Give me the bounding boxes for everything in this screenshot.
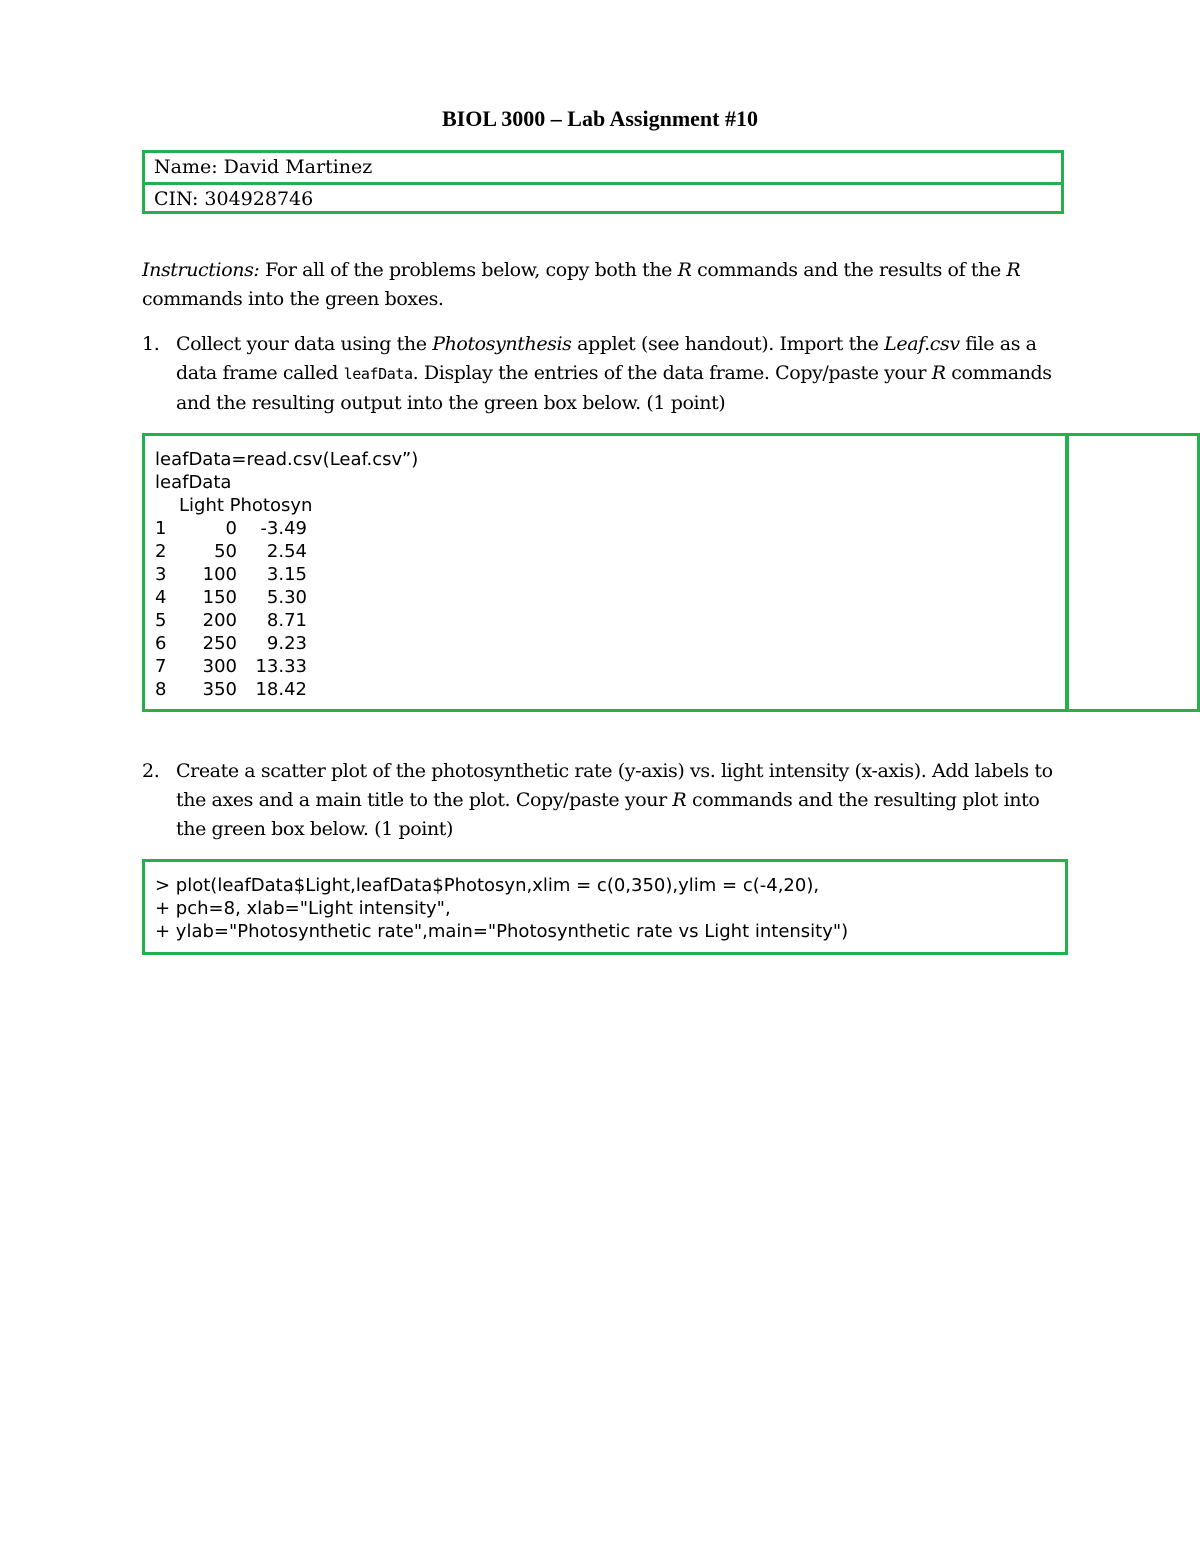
student-cin: CIN: 304928746 (145, 182, 1061, 211)
data-frame-row (155, 632, 1065, 655)
answer-1-side-cell (1066, 433, 1200, 712)
row-index: 5 (155, 610, 167, 631)
row-index: 6 (155, 633, 167, 654)
answer-2-box (142, 859, 1068, 955)
light-value: 50 (214, 541, 237, 562)
code-show-data: leafData (155, 472, 232, 493)
question-2-number: 2. (142, 760, 160, 782)
row-index: 1 (155, 518, 167, 539)
plot-command-line-3: + ylab="Photosynthetic rate",main="Photosynthetic rate vs Light intensity") (155, 921, 849, 942)
data-frame-header: Light Photosyn (179, 495, 313, 516)
q2-r-italic: R (672, 789, 687, 811)
photosyn-value: 18.42 (255, 679, 307, 700)
q1-text-b: applet (see handout). Import the (571, 333, 885, 355)
row-index: 4 (155, 587, 167, 608)
row-index: 3 (155, 564, 167, 585)
photosyn-value: 2.54 (266, 541, 307, 562)
plot-command-line-2: + pch=8, xlab="Light intensity", (155, 898, 451, 919)
instructions-paragraph (142, 256, 1072, 314)
student-info-box (142, 150, 1064, 214)
q2-text-b: commands and the resulting plot into the green box below. (1 point) (176, 789, 1040, 840)
light-value: 300 (202, 656, 237, 677)
question-1 (142, 330, 1072, 418)
q1-text-a: Collect your data using the (176, 333, 433, 355)
row-index: 8 (155, 679, 167, 700)
photosyn-value: 9.23 (266, 633, 307, 654)
q1-file-name: Leaf.csv (884, 333, 960, 355)
instructions-r-2: R (1006, 259, 1021, 281)
question-2 (142, 757, 1072, 844)
q1-text-e: commands and the resulting output into the green box below. (1 point) (176, 362, 1052, 414)
data-frame-row (155, 655, 1065, 678)
row-index: 2 (155, 541, 167, 562)
instructions-text-1: For all of the problems below, copy both the (259, 259, 678, 281)
photosyn-value: 3.15 (266, 564, 307, 585)
light-value: 250 (202, 633, 237, 654)
photosyn-value: 13.33 (255, 656, 307, 677)
question-1-text (176, 330, 1072, 418)
question-1-number: 1. (142, 333, 160, 355)
instructions-text-3: commands into the green boxes. (142, 288, 444, 310)
data-frame-row (155, 517, 1065, 540)
data-frame-rows (155, 517, 1065, 701)
q2-text-a: Create a scatter plot of the photosynthetic rate (y-axis) vs. light intensity (x-axis). Add labels to the axes and a main title to the plot. Copy/paste your (176, 760, 1053, 811)
plot-command-line-1: > plot(leafData$Light,leafData$Photosyn,xlim = c(0,350),ylim = c(-4,20), (155, 875, 820, 896)
light-value: 0 (225, 518, 237, 539)
row-index: 7 (155, 656, 167, 677)
q1-text-d: . Display the entries of the data frame. Copy/paste your (412, 362, 932, 384)
q1-r-italic: R (931, 362, 946, 384)
instructions-r-1: R (677, 259, 692, 281)
q1-text-c: file as a data frame called (176, 333, 1037, 384)
code-read-csv: leafData=read.csv(Leaf.csv”) (155, 449, 419, 470)
light-value: 150 (202, 587, 237, 608)
page-title: BIOL 3000 – Lab Assignment #10 (441, 106, 758, 131)
q1-applet-name: Photosynthesis (432, 333, 572, 355)
instructions-text-2: commands and the results of the (691, 259, 1007, 281)
light-value: 350 (202, 679, 237, 700)
data-frame-row (155, 678, 1065, 701)
photosyn-value: -3.49 (260, 518, 307, 539)
question-2-text (176, 757, 1072, 844)
data-frame-row (155, 586, 1065, 609)
light-value: 100 (202, 564, 237, 585)
data-frame-row (155, 609, 1065, 632)
light-value: 200 (202, 610, 237, 631)
instructions-label: Instructions: (142, 259, 260, 281)
q1-variable-name: leafData (343, 365, 413, 383)
answer-1-box (142, 433, 1068, 712)
photosyn-value: 5.30 (266, 587, 307, 608)
photosyn-value: 8.71 (266, 610, 307, 631)
data-frame-row (155, 563, 1065, 586)
data-frame-row (155, 540, 1065, 563)
student-name: Name: David Martinez (154, 156, 373, 178)
